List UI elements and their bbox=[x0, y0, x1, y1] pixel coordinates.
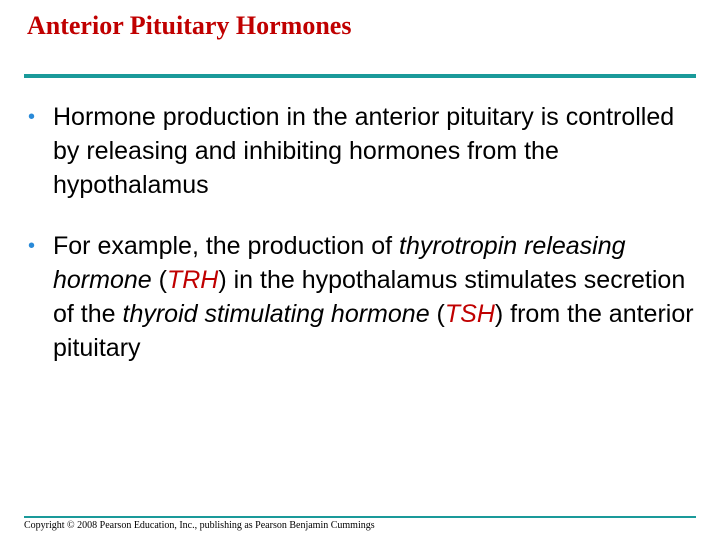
term-thyrotropin-releasing-hormone: thyrotropin releasing hormone bbox=[53, 232, 626, 294]
bullet-text-segment: For example, the production of bbox=[53, 232, 400, 260]
bullet-marker: • bbox=[28, 235, 36, 257]
title-divider bbox=[24, 74, 696, 78]
bullet-text-segment: ( bbox=[429, 300, 445, 328]
acronym-tsh: TSH bbox=[444, 300, 495, 328]
acronym-trh: TRH bbox=[166, 266, 219, 294]
footer-divider bbox=[24, 516, 696, 518]
slide-title: Anterior Pituitary Hormones bbox=[27, 11, 352, 40]
bullet-text-segment: ) from the anterior pituitary bbox=[53, 300, 694, 362]
bullet-text-segment: ) in the hypothalamus stimulates secretion of the bbox=[53, 266, 686, 328]
copyright-footer: Copyright © 2008 Pearson Education, Inc., publishing as Pearson Benjamin Cummings bbox=[24, 520, 375, 531]
term-thyroid-stimulating-hormone: thyroid stimulating hormone bbox=[122, 300, 430, 328]
bullet-text bbox=[53, 229, 698, 365]
bullet-item-2 bbox=[28, 229, 698, 365]
bullet-item-1 bbox=[28, 100, 698, 202]
bullet-text-segment: ( bbox=[151, 266, 167, 294]
bullet-marker: • bbox=[28, 106, 36, 128]
bullet-text: Hormone production in the anterior pituitary is controlled by releasing and inhibiting hormones from the hypothalamus bbox=[53, 103, 675, 199]
